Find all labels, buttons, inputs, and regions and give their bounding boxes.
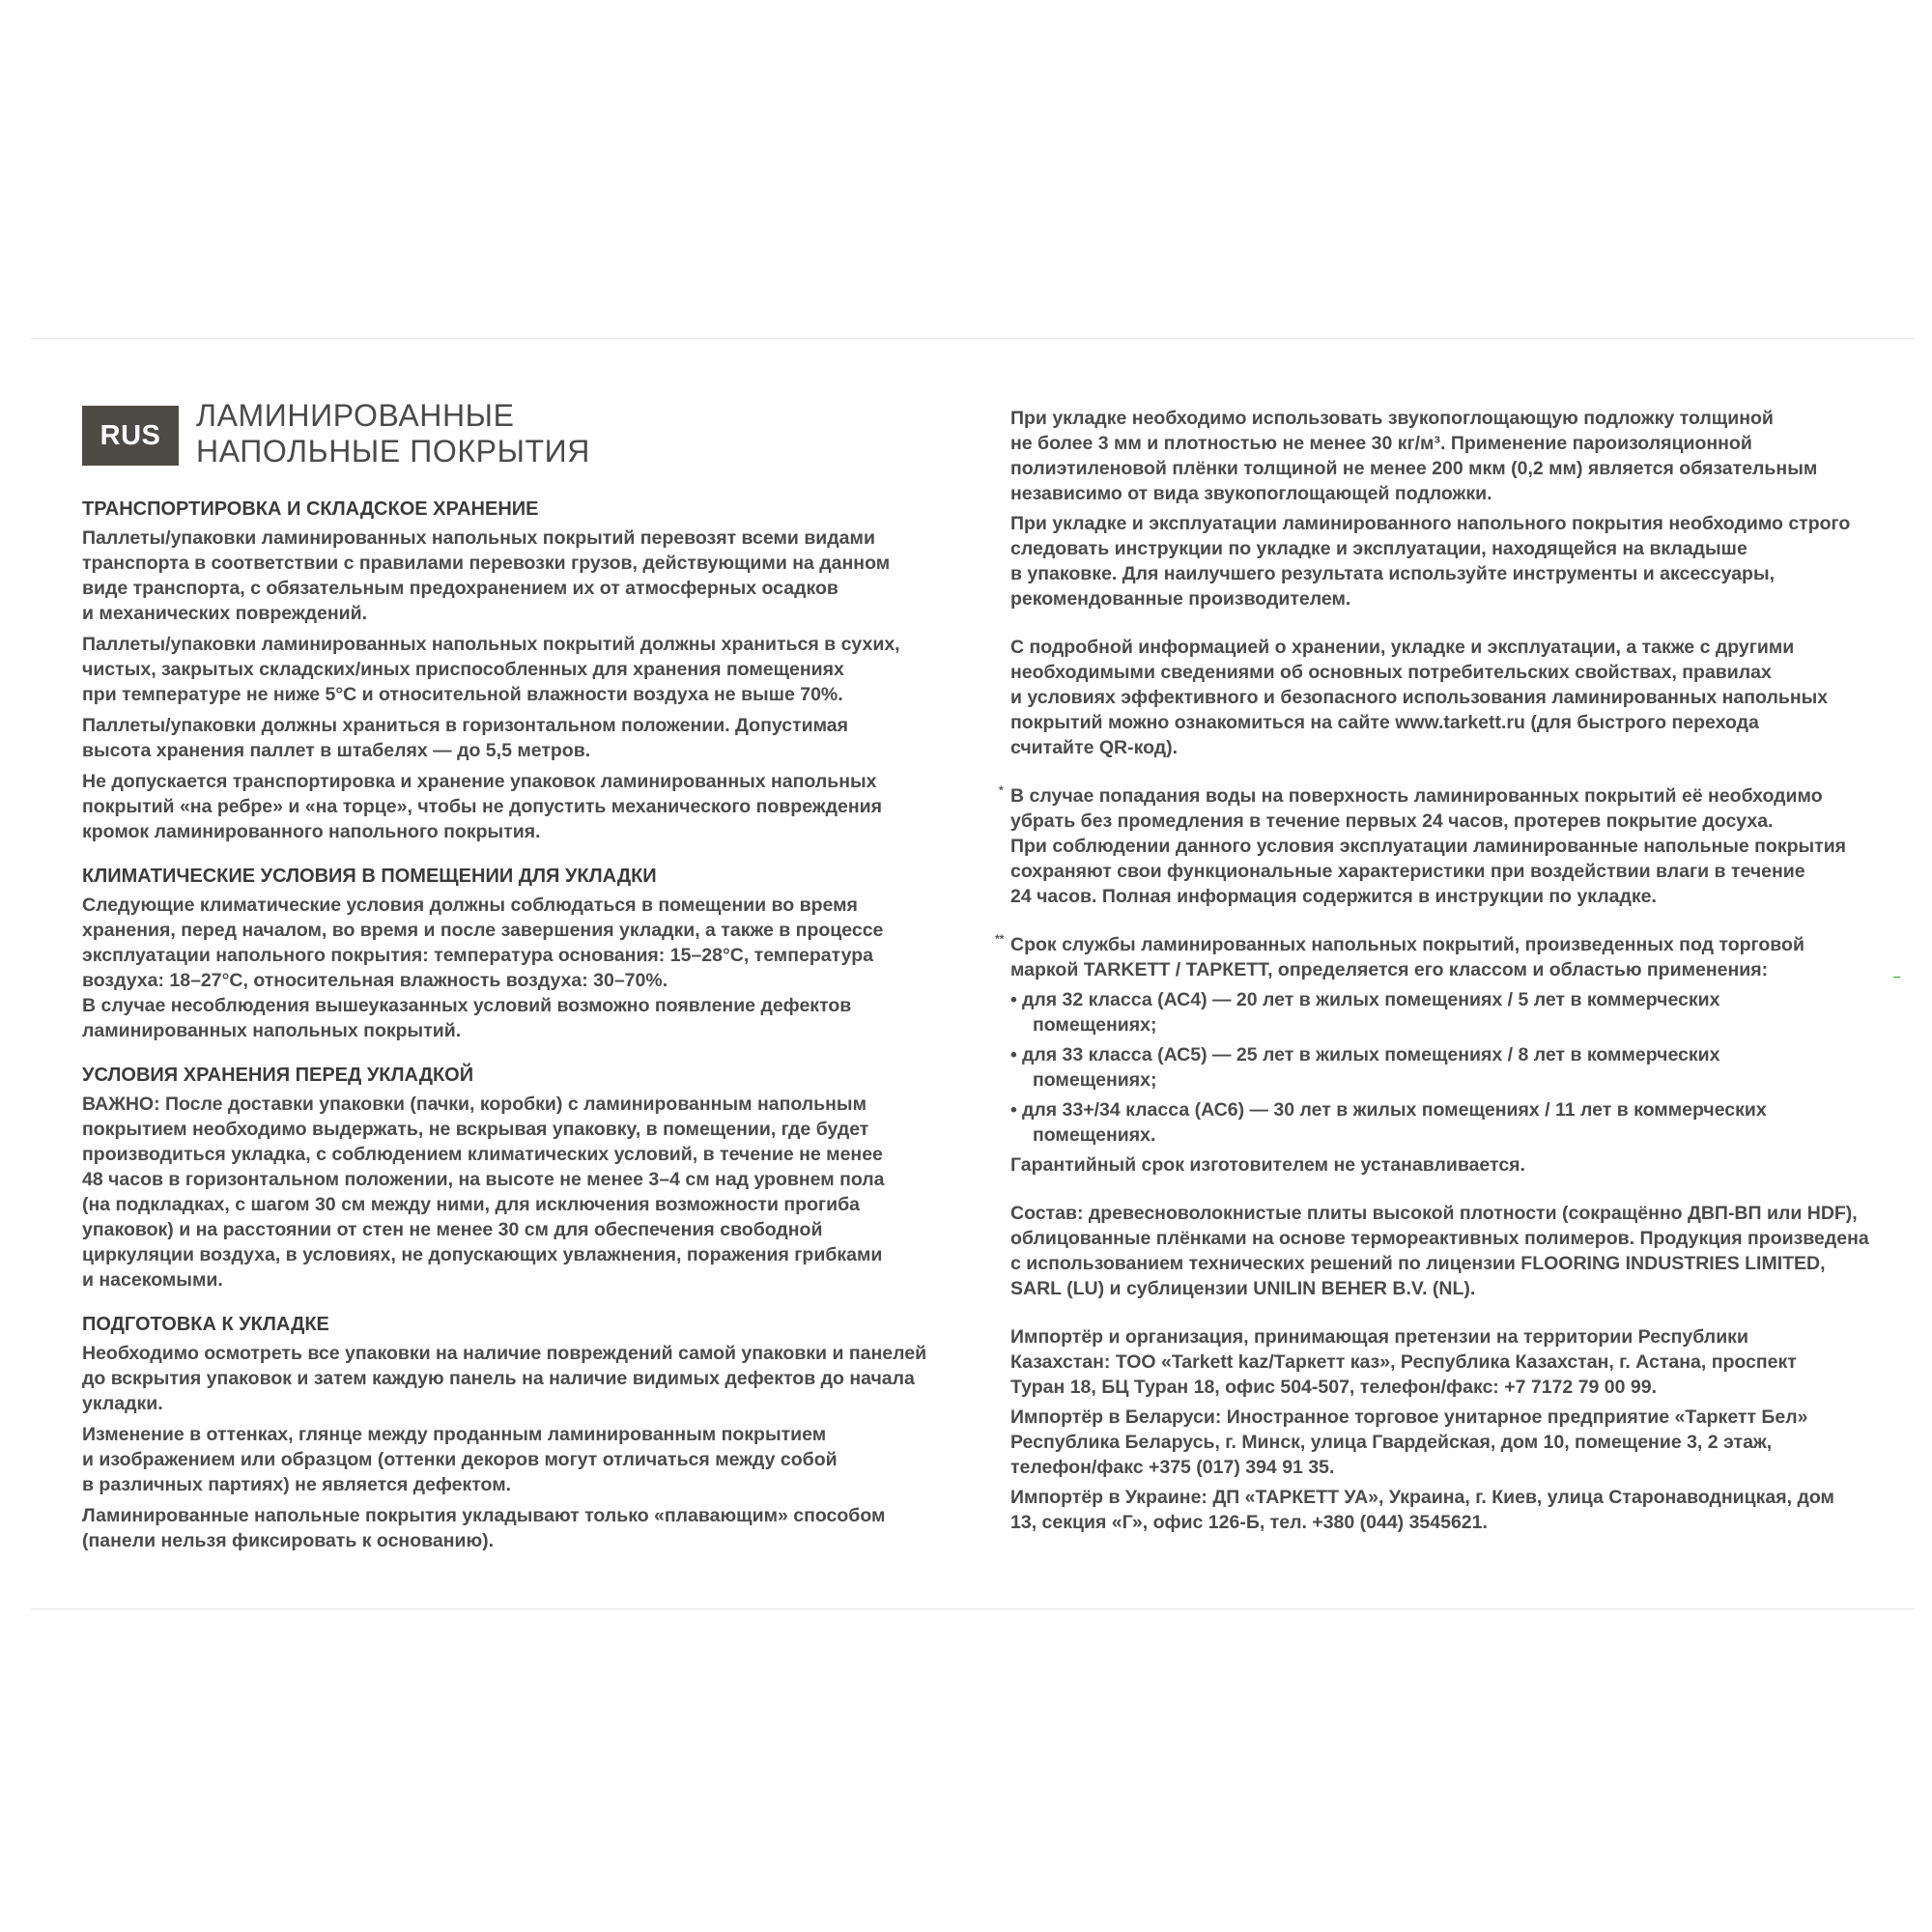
text-line: При укладке необходимо использовать звукопоглощающую подложку толщиной (1010, 408, 1774, 429)
paragraph (1010, 1152, 1880, 1178)
text-line: Срок службы ламинированных напольных покрытий, произведенных под торговой (1010, 934, 1804, 955)
text-line: маркой TARKETT / ТАРКЕТТ, определяется его классом и областью применения: (1010, 959, 1769, 980)
bullet-icon: • (1010, 1099, 1017, 1121)
text-line: помещениях. (1033, 1124, 1156, 1146)
composition-block (1010, 1201, 1880, 1301)
text-line: Туран 18, БЦ Туран 18, офис 504-507, телефон/факс: +7 7172 79 00 99. (1010, 1377, 1657, 1398)
text-line: Импортёр и организация, принимающая претензии на территории Республики (1010, 1326, 1748, 1348)
text-line: для 33+/34 класса (АС6) — 30 лет в жилых помещениях / 11 лет в коммерческих (1022, 1099, 1767, 1121)
paragraph (82, 1341, 952, 1416)
paragraph (1010, 932, 1880, 982)
text-line: SARL (LU) и сублицензии UNILIN BEHER B.V. (NL). (1010, 1278, 1476, 1299)
text-line: производиться укладка, с соблюдением климатических условий, в течение не менее (82, 1144, 883, 1165)
text-line: высота хранения паллет в штабелях — до 5,5 метров. (82, 740, 591, 761)
section-heading: ТРАНСПОРТИРОВКА И СКЛАДСКОЕ ХРАНЕНИЕ (82, 498, 539, 520)
left-column (82, 398, 952, 1573)
text-line: Республика Беларусь, г. Минск, улица Гвардейская, дом 10, помещение 3, 2 этаж, (1010, 1432, 1773, 1453)
text-line: телефон/факс +375 (017) 394 91 35. (1010, 1457, 1335, 1478)
title-line-2: НАПОЛЬНЫЕ ПОКРЫТИЯ (196, 434, 590, 469)
paragraph (82, 1092, 952, 1293)
text-line: покрытий можно ознакомиться на сайте www.tarkett.ru (для быстрого перехода (1010, 712, 1759, 733)
text-line: Состав: древесноволокнистые плиты высокой плотности (сокращённо ДВП-ВП или HDF), (1010, 1203, 1858, 1224)
text-line: транспорта в соответствии с правилами перевозки грузов, действующими на данном (82, 553, 891, 574)
text-line: считайте QR-код). (1010, 737, 1179, 758)
paragraph (82, 632, 952, 707)
text-line: Паллеты/упаковки должны храниться в горизонтальном положении. Допустимая (82, 715, 848, 736)
bullet-icon: • (1010, 989, 1017, 1010)
text-line: Необходимо осмотреть все упаковки на наличие повреждений самой упаковки и панелей (82, 1343, 927, 1364)
text-line: для 33 класса (АС5) — 25 лет в жилых помещениях / 8 лет в коммерческих (1022, 1044, 1720, 1065)
text-line: При соблюдении данного условия эксплуатации ламинированные напольные покрытия (1010, 836, 1847, 857)
paragraph (82, 713, 952, 763)
text-line: хранения, перед началом, во время и после завершения укладки, а также в процессе (82, 920, 884, 941)
paragraph (1010, 783, 1880, 909)
language-badge: RUS (82, 406, 179, 466)
paragraph (1010, 1324, 1880, 1400)
section-climate-conditions (82, 864, 952, 1043)
section-transport-storage (82, 497, 952, 844)
text-line: циркуляции воздуха, в условиях, не допускающих увлажнения, поражения грибками (82, 1244, 883, 1265)
text-line: 48 часов в горизонтальном положении, на высоте не менее 3–4 см над уровнем пола (82, 1169, 885, 1190)
text-line: Не допускается транспортировка и хранение упаковок ламинированных напольных (82, 771, 877, 792)
paragraph (82, 769, 952, 844)
text-line: помещениях; (1033, 1014, 1157, 1036)
list-item (1010, 1097, 1880, 1148)
section-preparation (82, 1312, 952, 1553)
text-line: укладки. (82, 1393, 163, 1414)
text-line: убрать без промедления в течение первых 24 часов, протерев покрытие досуха. (1010, 810, 1774, 832)
section-heading: КЛИМАТИЧЕСКИЕ УСЛОВИЯ В ПОМЕЩЕНИИ ДЛЯ УКЛАДКИ (82, 866, 657, 887)
text-line: до вскрытия упаковок и затем каждую панель на наличие видимых дефектов до начала (82, 1368, 915, 1389)
text-line: следовать инструкции по укладке и эксплуатации, находящейся на вкладыше (1010, 538, 1747, 559)
bullet-icon: • (1010, 1044, 1017, 1065)
footnote-mark: ** (995, 932, 1005, 946)
text-line: не более 3 мм и плотностью не менее 30 кг/м³. Применение пароизоляционной (1010, 433, 1752, 454)
text-line: кромок ламинированного напольного покрытия. (82, 821, 541, 842)
text-line: и механических повреждений. (82, 603, 368, 624)
paragraph (1010, 1405, 1880, 1480)
underlay-block (1010, 406, 1880, 611)
text-line: при температуре не ниже 5°С и относительной влажности воздуха не выше 70%. (82, 684, 843, 705)
text-line: и изображением или образцом (оттенки декоров могут отличаться между собой (82, 1449, 838, 1470)
text-line: Казахстан: ТОО «Tarkett kaz/Таркетт каз», Республика Казахстан, г. Астана, проспект (1010, 1351, 1797, 1373)
water-note-block (999, 783, 1880, 909)
text-line: ВАЖНО: После доставки упаковки (пачки, коробки) с ламинированным напольным (82, 1094, 867, 1115)
text-line: ламинированных напольных покрытий. (82, 1020, 462, 1041)
edge-mark (1893, 977, 1900, 978)
text-line: Ламинированные напольные покрытия укладывают только «плавающим» способом (82, 1505, 886, 1526)
paragraph (1010, 635, 1880, 760)
paragraph (82, 526, 952, 626)
paragraph (1010, 406, 1880, 506)
service-life-block (995, 932, 1880, 1178)
text-line: (панели нельзя фиксировать к основанию). (82, 1530, 495, 1551)
text-line: Гарантийный срок изготовителем не устанавливается. (1010, 1154, 1525, 1176)
section-heading: ПОДГОТОВКА К УКЛАДКЕ (82, 1314, 329, 1335)
section-heading: УСЛОВИЯ ХРАНЕНИЯ ПЕРЕД УКЛАДКОЙ (82, 1065, 474, 1086)
text-line: чистых, закрытых складских/иных приспособленных для хранения помещениях (82, 659, 844, 680)
paragraph (1010, 1485, 1880, 1535)
text-line: 24 часов. Полная информация содержится в инструкции по укладке. (1010, 886, 1657, 907)
text-line: сохраняют свои функциональные характеристики при воздействии влаги в течение (1010, 861, 1805, 882)
info-website-block (1010, 635, 1880, 760)
text-line: покрытием необходимо выдержать, не вскрывая упаковку, в помещении, где будет (82, 1119, 869, 1140)
text-line: в упаковке. Для наилучшего результата используйте инструменты и аксессуары, (1010, 563, 1776, 584)
text-line: необходимыми сведениями об основных потребительских свойствах, правилах (1010, 662, 1772, 683)
list-item (1010, 987, 1880, 1037)
text-line: Изменение в оттенках, глянце между проданным ламинированным покрытием (82, 1424, 827, 1445)
title-line-1: ЛАМИНИРОВАННЫЕ (196, 398, 515, 433)
text-line: виде транспорта, с обязательным предохранением их от атмосферных осадков (82, 578, 838, 599)
text-line: Импортёр в Беларуси: Иностранное торговое унитарное предприятие «Таркетт Бел» (1010, 1406, 1808, 1428)
text-line: Следующие климатические условия должны соблюдаться в помещении во время (82, 895, 858, 916)
paragraph (82, 893, 952, 1043)
text-line: эксплуатации напольного покрытия: температура основания: 15–28°С, температура (82, 945, 873, 966)
top-divider (31, 338, 1915, 339)
document-header (82, 398, 952, 469)
document-title (196, 398, 590, 469)
text-line: Паллеты/упаковки ламинированных напольных покрытий перевозят всеми видами (82, 527, 875, 549)
text-line: воздуха: 18–27°С, относительная влажность воздуха: 30–70%. (82, 970, 668, 991)
paragraph (1010, 1201, 1880, 1301)
paragraph (82, 1422, 952, 1497)
text-line: Паллеты/упаковки ламинированных напольных покрытий должны храниться в сухих, (82, 634, 900, 655)
text-line: упаковок) и на расстоянии от стен не менее 30 см для обеспечения свободной (82, 1219, 823, 1240)
paragraph (1010, 511, 1880, 611)
section-storage-before-install (82, 1063, 952, 1293)
importers-block (1010, 1324, 1880, 1535)
text-line: облицованные плёнками на основе термореактивных полимеров. Продукция произведена (1010, 1228, 1869, 1249)
text-line: 13, секция «Г», офис 126-Б, тел. +380 (044) 3545621. (1010, 1512, 1488, 1533)
text-line: С подробной информацией о хранении, укладке и эксплуатации, а также с другими (1010, 637, 1795, 658)
footnote-mark: * (999, 783, 1004, 797)
text-line: В случае несоблюдения вышеуказанных условий возможно появление дефектов (82, 995, 852, 1016)
bottom-divider (31, 1608, 1915, 1609)
text-line: независимо от вида звукопоглощающей подложки. (1010, 483, 1492, 504)
text-line: покрытий «на ребре» и «на торце», чтобы не допустить механического повреждения (82, 796, 882, 817)
text-line: При укладке и эксплуатации ламинированного напольного покрытия необходимо строго (1010, 513, 1851, 534)
text-line: в различных партиях) не является дефектом. (82, 1474, 512, 1495)
text-line: для 32 класса (АС4) — 20 лет в жилых помещениях / 5 лет в коммерческих (1022, 989, 1720, 1010)
text-line: Импортёр в Украине: ДП «ТАРКЕТТ УА», Украина, г. Киев, улица Старонаводницкая, дом (1010, 1487, 1834, 1508)
text-line: (на подкладках, с шагом 30 см между ними, для исключения возможности прогиба (82, 1194, 860, 1215)
right-column (995, 406, 1880, 1558)
text-line: помещениях; (1033, 1069, 1157, 1091)
text-line: В случае попадания воды на поверхность ламинированных покрытий её необходимо (1010, 785, 1823, 807)
paragraph (82, 1503, 952, 1553)
text-line: и насекомыми. (82, 1269, 223, 1291)
text-line: рекомендованные производителем. (1010, 588, 1351, 610)
text-line: полиэтиленовой плёнки толщиной не менее 200 мкм (0,2 мм) является обязательным (1010, 458, 1818, 479)
list-item (1010, 1042, 1880, 1093)
text-line: с использованием технических решений по лицензии FLOORING INDUSTRIES LIMITED, (1010, 1253, 1826, 1274)
text-line: и условиях эффективного и безопасного использования ламинированных напольных (1010, 687, 1829, 708)
